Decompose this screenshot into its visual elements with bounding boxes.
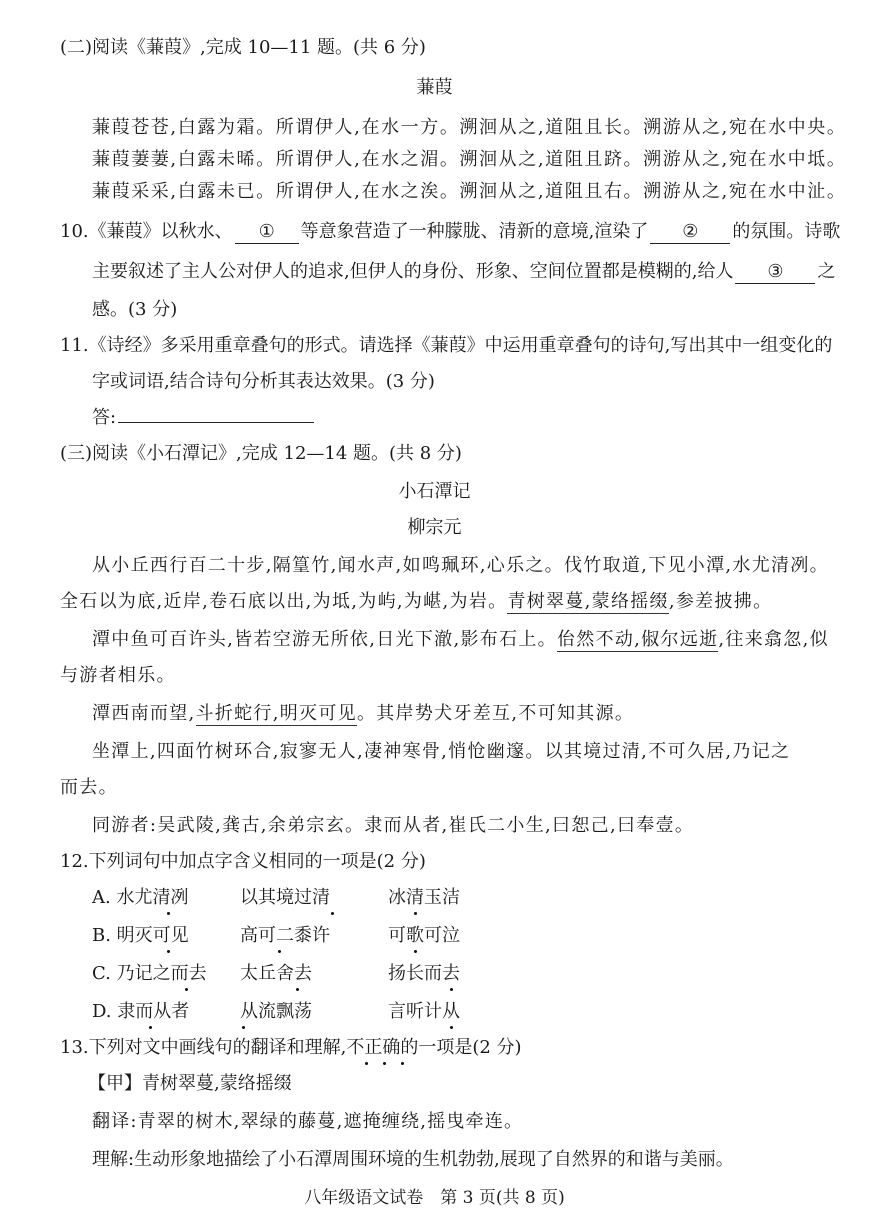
essay-text: ,往来翕忽,似 [718,629,829,650]
emphasis-dot [167,912,170,915]
q13-text: 13.下列对文中画线句的翻译和理解, [60,1037,347,1058]
essay-text: ,参差披拂。 [668,591,773,612]
question-11-answer [92,406,316,430]
q12-option-c-3: 扬长而去 [388,963,460,984]
question-12-stem: 12.下列词句中加点字含义相同的一项是(2 分) [60,851,426,872]
underlined-sentence-jia: 青树翠蔓,蒙络摇缀 [507,591,669,612]
essay-para-2b: 与游者相乐。 [60,665,176,686]
emphasis-dot [149,1026,152,1029]
item-label: 【甲】 [88,1073,142,1094]
emphasis-dot [365,1062,368,1065]
essay-text: 潭西南而望, [92,703,196,724]
answer-label: 答: [92,407,117,428]
section-heading-2: (二)阅读《蒹葭》,完成 10—11 题。(共 6 分) [60,37,426,58]
q12-option-c-1: C. 乃记之而去 [92,963,207,984]
question-10-line-3: 感。(3 分) [92,299,178,320]
q12-option-d-1: D. 隶而从者 [92,1001,190,1022]
emphasis-dot [242,1026,245,1029]
question-10-line-2 [92,260,835,284]
section-heading-3: (三)阅读《小石潭记》,完成 12—14 题。(共 8 分) [60,443,462,464]
q10-blank-1[interactable]: ① [235,221,299,244]
q13-item-jia [88,1072,292,1096]
q10-text-2: 等意象营造了一种朦胧、清新的意境,渲染了 [300,221,649,242]
emphasis-dot [401,1062,404,1065]
emphasis-dot [414,950,417,953]
q10-text-1: 10.《蒹葭》以秋水、 [60,221,233,242]
question-13-stem [60,1036,522,1060]
question-10-line-1 [60,220,840,244]
essay-para-3 [92,702,634,726]
essay-para-4b: 而去。 [60,777,118,798]
emphasis-dot [414,912,417,915]
q10-blank-2[interactable]: ② [650,221,730,244]
q10-text-3: 的氛围。诗歌 [732,221,841,242]
poem-title: 蒹葭 [416,77,453,98]
q12-option-b-3: 可歌可泣 [388,925,460,946]
essay-author: 柳宗元 [407,517,462,538]
emphasis-dot [450,988,453,991]
essay-text: 。其岸势犬牙差互,不可知其源。 [356,703,635,724]
q10-text-5: 之 [817,261,836,282]
answer-line[interactable] [118,422,314,423]
emphasis-dot [167,950,170,953]
q12-option-d-2: 从流飘荡 [240,1001,312,1022]
poem-stanza-2: 蒹葭萋萋,白露未晞。所谓伊人,在水之湄。溯洄从之,道阻且跻。溯游从之,宛在水中坻。 [92,149,847,170]
essay-para-1a: 从小丘西行百二十步,隔篁竹,闻水声,如鸣珮环,心乐之。伐竹取道,下见小潭,水尤清冽。 [92,555,829,576]
essay-para-4a: 坐潭上,四面竹树环合,寂寥无人,凄神寒骨,悄怆幽邃。以其境过清,不可久居,乃记之 [92,741,791,762]
q12-option-a-3: 冰清玉洁 [388,887,460,908]
q12-option-b-2: 高可二黍许 [240,925,330,946]
essay-para-1b [60,590,772,614]
q13-translation: 翻译:青翠的树木,翠绿的藤蔓,遮掩缠绕,摇曳牵连。 [92,1111,524,1132]
q12-option-c-2: 太丘舍去 [240,963,312,984]
question-11-line-1: 11.《诗经》多采用重章叠句的形式。请选择《蒹葭》中运用重章叠句的诗句,写出其中一组变化的 [60,335,833,356]
page-footer: 八年级语文试卷 第 3 页(共 8 页) [304,1188,565,1208]
emphasis-dot [383,1062,386,1065]
emphasis-dot [296,988,299,991]
essay-title: 小石潭记 [398,481,471,502]
q10-text-4: 主要叙述了主人公对伊人的追求,但伊人的身份、形象、空间位置都是模糊的,给人 [92,261,734,282]
emphasis-dot [278,950,281,953]
essay-para-2a [92,628,829,652]
q13-text: 的一项是(2 分) [400,1037,522,1058]
question-11-line-2: 字或词语,结合诗句分析其表达效果。(3 分) [92,371,435,392]
emphasis-dot [185,988,188,991]
q12-option-a-2: 以其境过清 [240,887,330,908]
q12-option-d-3: 言听计从 [388,1001,460,1022]
essay-text: 潭中鱼可百许头,皆若空游无所依,日光下澈,影布石上。 [92,629,557,650]
q12-option-b-1: B. 明灭可见 [92,925,189,946]
underlined-sentence-yi: 佁然不动,俶尔远逝 [556,629,719,650]
emphasis-dot [450,1026,453,1029]
q13-emphasis: 不正确 [346,1037,401,1058]
essay-text: 全石以为底,近岸,卷石底以出,为坻,为屿,为嵁,为岩。 [60,591,508,612]
emphasis-dot [331,912,334,915]
essay-para-5: 同游者:吴武陵,龚古,余弟宗玄。隶而从者,崔氏二小生,曰恕己,曰奉壹。 [92,815,695,836]
poem-stanza-3: 蒹葭采采,白露未已。所谓伊人,在水之涘。溯洄从之,道阻且右。溯游从之,宛在水中沚。 [92,181,847,202]
q12-option-a-1: A. 水尤清冽 [92,887,189,908]
poem-stanza-1: 蒹葭苍苍,白露为霜。所谓伊人,在水一方。溯洄从之,道阻且长。溯游从之,宛在水中央。 [92,117,847,138]
underlined-sentence-bing: 斗折蛇行,明灭可见 [195,703,357,724]
q10-blank-3[interactable]: ③ [735,261,815,284]
q13-understanding: 理解:生动形象地描绘了小石潭周围环境的生机勃勃,展现了自然界的和谐与美丽。 [92,1149,734,1170]
item-text: 青树翠蔓,蒙络摇缀 [142,1073,292,1094]
